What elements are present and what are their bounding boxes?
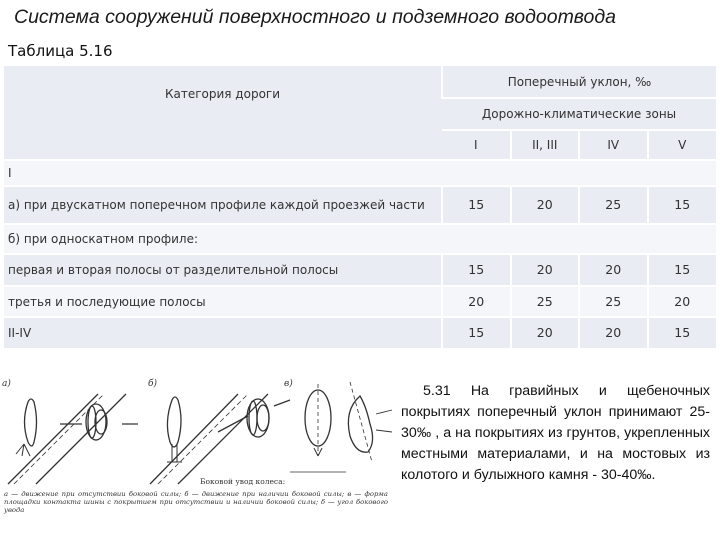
table-cell: 20 xyxy=(511,317,580,348)
table-caption: Таблица 5.16 xyxy=(8,42,113,60)
table-cell: 25 xyxy=(511,286,580,317)
row-label: а) при двускатном поперечном профиле каждой проезжей части xyxy=(4,186,442,224)
table-row xyxy=(4,186,716,224)
zone-col-header: II, III xyxy=(511,130,580,160)
slide-title: Система сооружений поверхностного и подземного водоотвода xyxy=(14,6,617,28)
tire-diagram xyxy=(0,372,396,492)
zone-col-header: I xyxy=(442,130,511,160)
zones-header: Дорожно-климатические зоны xyxy=(442,98,716,130)
row-label: I xyxy=(4,160,716,186)
row-label: третья и последующие полосы xyxy=(4,286,442,317)
table-cell: 20 xyxy=(648,286,717,317)
slope-header: Поперечный уклон, ‰ xyxy=(442,66,716,98)
table-cell: 15 xyxy=(648,317,717,348)
table-cell: 15 xyxy=(442,186,511,224)
zone-col-header: IV xyxy=(579,130,648,160)
figure-label-c: в) xyxy=(284,379,293,389)
figure-caption: а — движение при отсутствии боковой силы; б — движение при наличии боковой силы; в — форма площадки контакта шины с покрытием при отсутствии и наличии боковой силы; δ — угол бокового увода xyxy=(4,490,388,514)
table-cell: 20 xyxy=(442,286,511,317)
category-header: Категория дороги xyxy=(4,66,442,160)
table-cell: 15 xyxy=(648,186,717,224)
note-paragraph xyxy=(401,381,710,486)
row-label: II-IV xyxy=(4,317,442,348)
table-cell: 25 xyxy=(579,186,648,224)
table-cell: 20 xyxy=(579,254,648,286)
table-cell: 20 xyxy=(579,317,648,348)
row-label: б) при односкатном профиле: xyxy=(4,224,716,254)
table-cell: 20 xyxy=(511,186,580,224)
table-row xyxy=(4,224,716,254)
table-row xyxy=(4,254,716,286)
row-label: первая и вторая полосы от разделительной полосы xyxy=(4,254,442,286)
table-cell: 15 xyxy=(442,317,511,348)
table-row xyxy=(4,317,716,348)
figure-label-a: а) xyxy=(2,379,11,389)
zone-col-header: V xyxy=(648,130,717,160)
note-text: 5.31 На гравийных и щебеночных покрытиях поперечный уклон принимают 25-30‰ , а на покрытиях из грунтов, укрепленных местными материалами, и на мостовых из колотого и булыжного камня - 30-40‰. xyxy=(401,383,710,483)
slope-norms-table xyxy=(4,66,716,348)
table-cell: 15 xyxy=(648,254,717,286)
figure-label-b: б) xyxy=(148,379,158,389)
table-cell: 15 xyxy=(442,254,511,286)
table-row xyxy=(4,160,716,186)
table-cell: 25 xyxy=(579,286,648,317)
table-row xyxy=(4,286,716,317)
figure-inner-caption: Боковой увод колеса: xyxy=(200,477,286,486)
table-cell: 20 xyxy=(511,254,580,286)
